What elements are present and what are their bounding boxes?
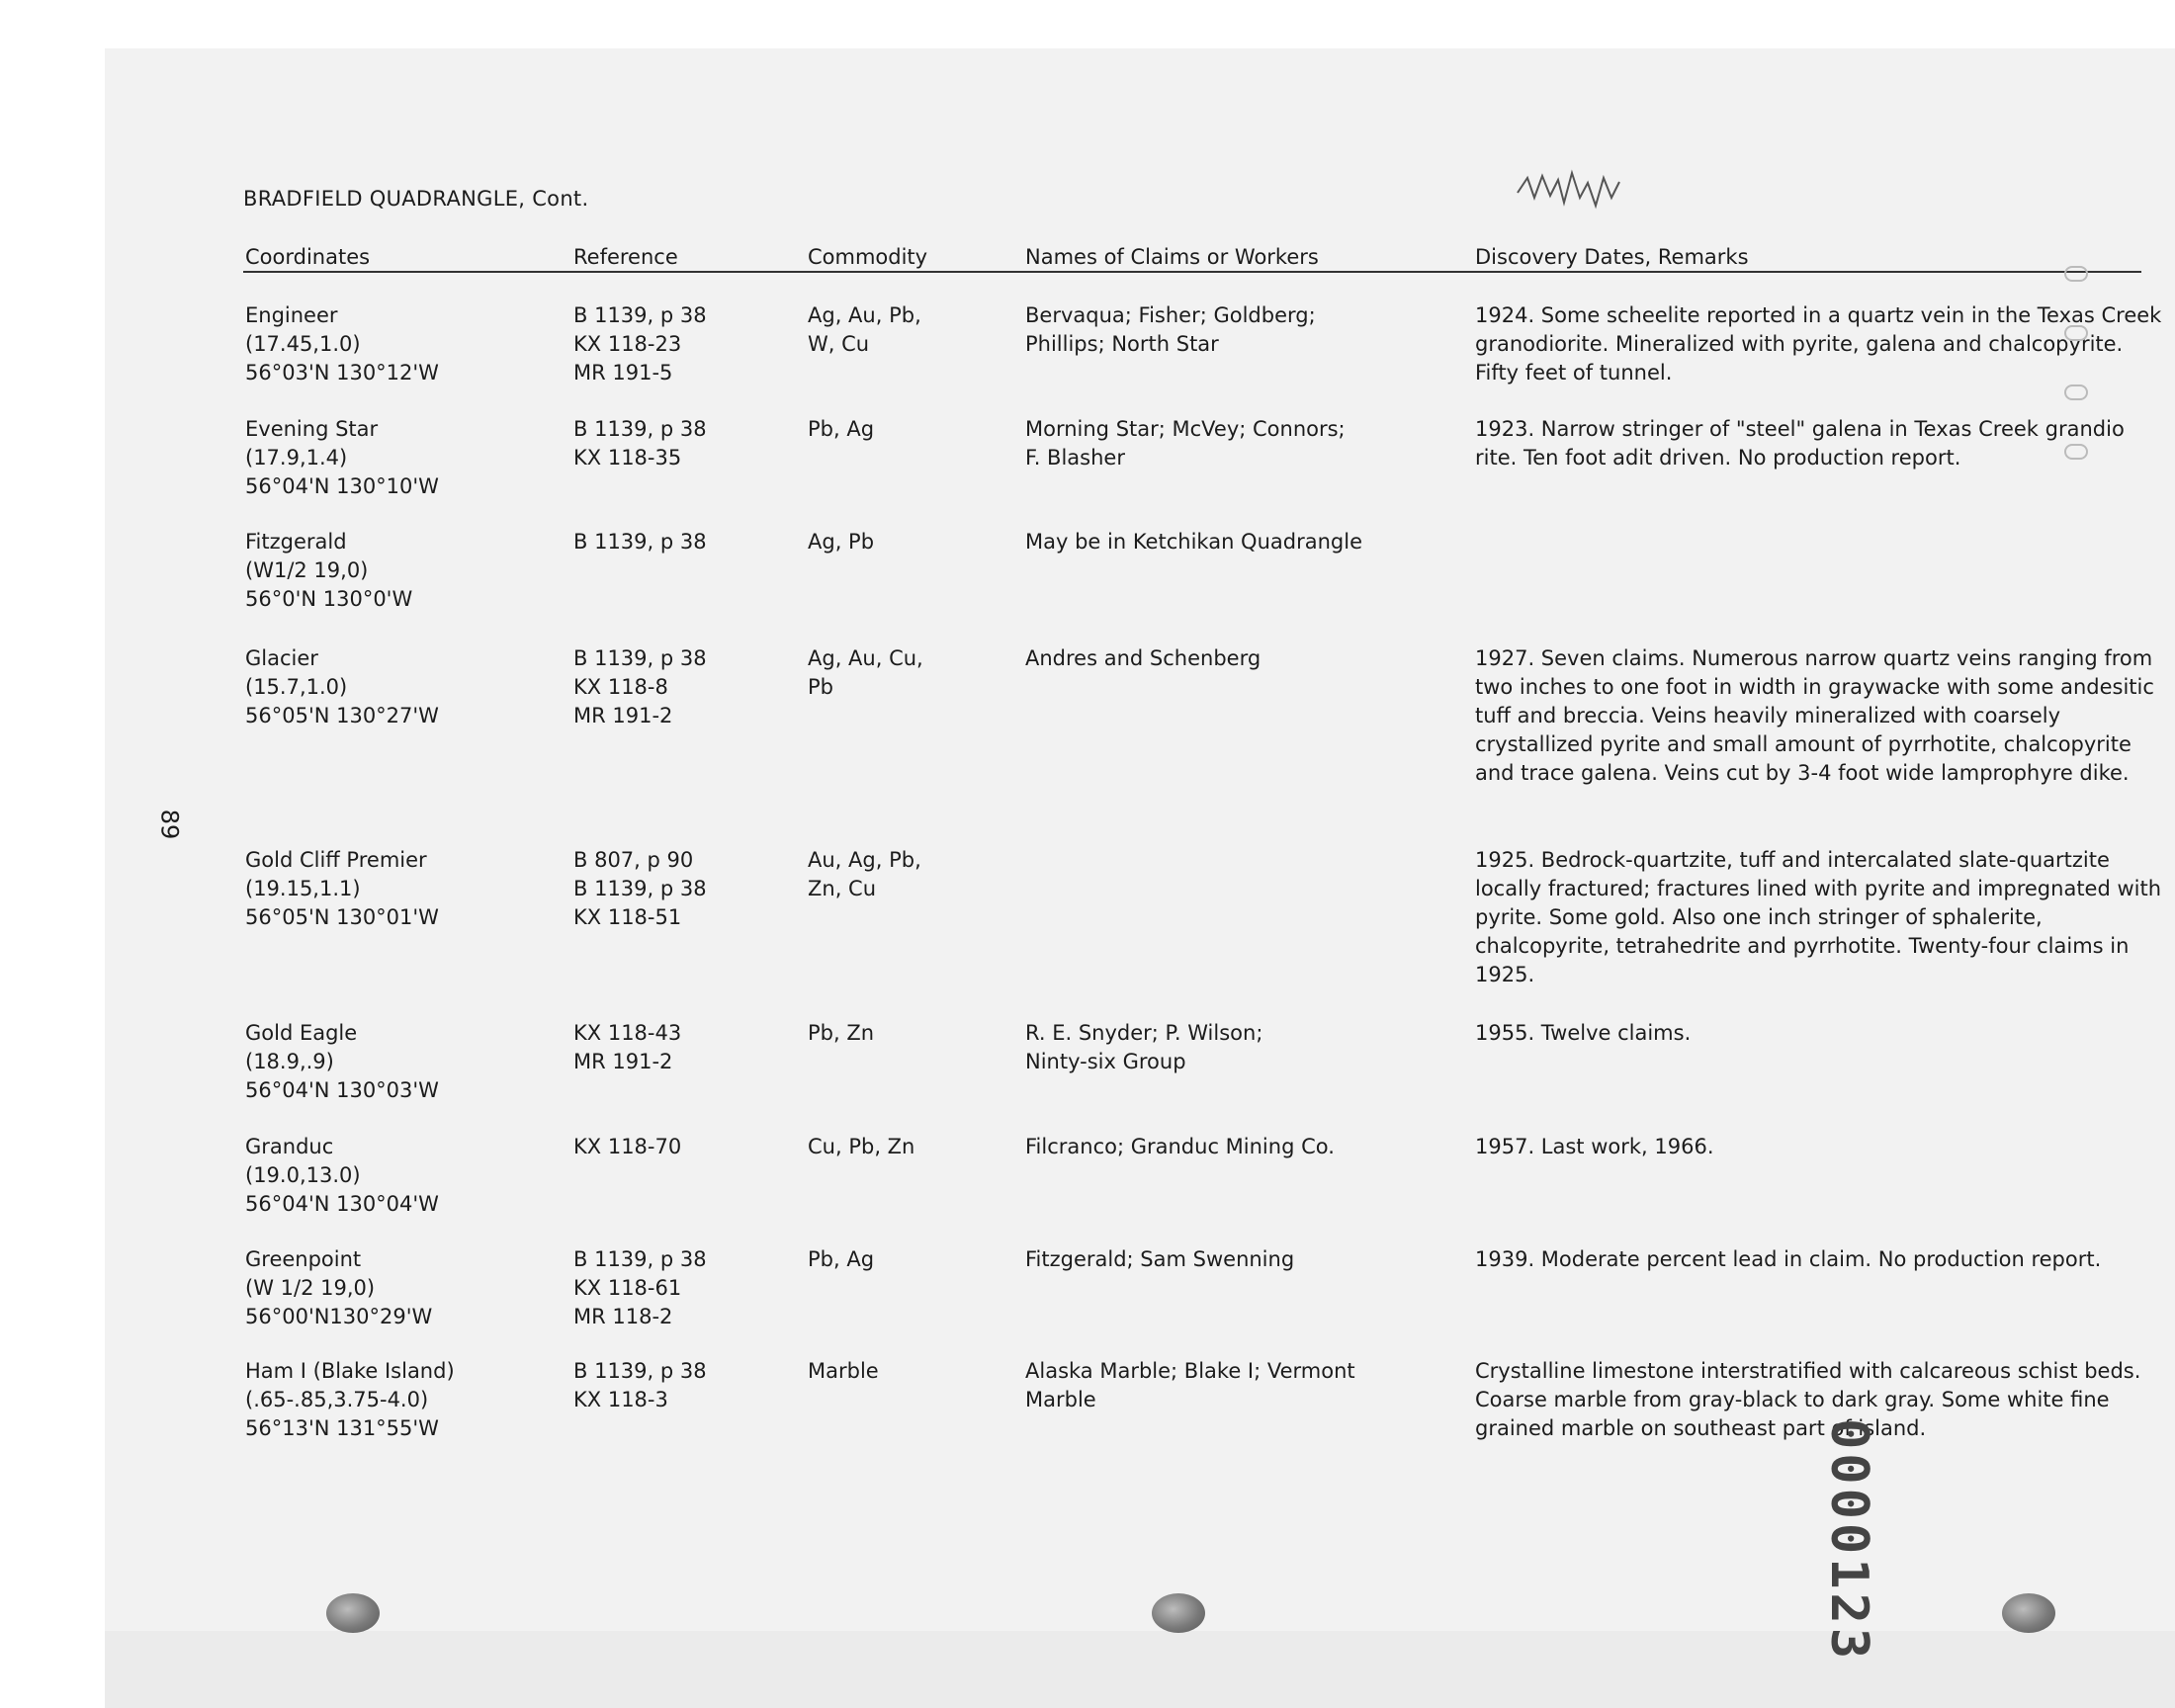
cell-reference: KX 118-70: [573, 1135, 682, 1158]
cell-reference: B 807, p 90 B 1139, p 38 KX 118-51: [573, 848, 707, 929]
page-number: 89: [155, 809, 184, 840]
cell-reference: B 1139, p 38: [573, 530, 707, 554]
cell-commodity: Pb, Ag: [808, 417, 875, 441]
cell-names: Fitzgerald; Sam Swenning: [1025, 1247, 1295, 1271]
cell-coordinates: Fitzgerald (W1/2 19,0) 56°0'N 130°0'W: [245, 530, 413, 611]
cell-remarks: 1923. Narrow stringer of "steel" galena in Texas Creek grandio rite. Ten foot adit driven. No production report.: [1475, 417, 2125, 470]
cell-reference: B 1139, p 38 KX 118-8 MR 191-2: [573, 646, 707, 727]
column-header-names: Names of Claims or Workers: [1025, 245, 1319, 269]
cell-coordinates: Gold Eagle (18.9,.9) 56°04'N 130°03'W: [245, 1021, 439, 1102]
cell-names: Alaska Marble; Blake I; Vermont Marble: [1025, 1359, 1355, 1411]
cell-names: Filcranco; Granduc Mining Co.: [1025, 1135, 1335, 1158]
cell-commodity: Ag, Pb: [808, 530, 875, 554]
archive-stamp: 0000123: [1819, 1418, 1878, 1664]
cell-coordinates: Granduc (19.0,13.0) 56°04'N 130°04'W: [245, 1135, 439, 1216]
cell-remarks: 1927. Seven claims. Numerous narrow quartz veins ranging from two inches to one foot in width in graywacke with some andesitic tuff and breccia. Veins heavily mineralized with coarsely crystallized pyrite and small amount of pyrrhotite, chalcopyrite and trace galena. Veins cut by 3-4 foot wide lamprophyre dike.: [1475, 646, 2154, 785]
cell-commodity: Ag, Au, Cu, Pb: [808, 646, 923, 699]
column-header-remarks: Discovery Dates, Remarks: [1475, 245, 1749, 269]
cell-coordinates: Engineer (17.45,1.0) 56°03'N 130°12'W: [245, 303, 439, 384]
cell-names: May be in Ketchikan Quadrangle: [1025, 530, 1362, 554]
cell-coordinates: Ham I (Blake Island) (.65-.85,3.75-4.0) 56°13'N 131°55'W: [245, 1359, 455, 1440]
cell-reference: B 1139, p 38 KX 118-35: [573, 417, 707, 470]
punch-hole-left: [326, 1593, 380, 1633]
cell-reference: B 1139, p 38 KX 118-23 MR 191-5: [573, 303, 707, 384]
cell-coordinates: Glacier (15.7,1.0) 56°05'N 130°27'W: [245, 646, 439, 727]
cell-remarks: 1925. Bedrock-quartzite, tuff and intercalated slate-quartzite locally fractured; fractures lined with pyrite and impregnated with pyrite. Some gold. Also one inch stringer of sphalerite, chalcopyrite, tetrahedrite and pyrrhotite. Twenty-four claims in 1925.: [1475, 848, 2162, 986]
column-header-reference: Reference: [573, 245, 678, 269]
cell-coordinates: Greenpoint (W 1/2 19,0) 56°00'N130°29'W: [245, 1247, 433, 1328]
punch-hole-right: [2002, 1593, 2055, 1633]
cell-commodity: Pb, Zn: [808, 1021, 875, 1045]
cell-names: Bervaqua; Fisher; Goldberg; Phillips; North Star: [1025, 303, 1316, 356]
punch-hole-center: [1152, 1593, 1205, 1633]
document-heading: BRADFIELD QUADRANGLE, Cont.: [243, 187, 589, 211]
column-header-coordinates: Coordinates: [245, 245, 371, 269]
cell-commodity: Ag, Au, Pb, W, Cu: [808, 303, 921, 356]
cell-remarks: 1957. Last work, 1966.: [1475, 1135, 1714, 1158]
cell-commodity: Cu, Pb, Zn: [808, 1135, 915, 1158]
cell-coordinates: Gold Cliff Premier (19.15,1.1) 56°05'N 130°01'W: [245, 848, 439, 929]
cell-names: Andres and Schenberg: [1025, 646, 1262, 670]
column-header-commodity: Commodity: [808, 245, 928, 269]
cell-remarks: 1939. Moderate percent lead in claim. No production report.: [1475, 1247, 2102, 1271]
edge-marks: [2061, 257, 2091, 474]
handwritten-initials: [1513, 168, 1631, 217]
cell-reference: B 1139, p 38 KX 118-3: [573, 1359, 707, 1411]
cell-commodity: Marble: [808, 1359, 879, 1383]
left-margin: [0, 0, 105, 1708]
cell-remarks: Crystalline limestone interstratified with calcareous schist beds. Coarse marble from gray-black to dark gray. Some white fine grained marble on southeast part of island.: [1475, 1359, 2141, 1440]
cell-remarks: 1955. Twelve claims.: [1475, 1021, 1692, 1045]
cell-remarks: 1924. Some scheelite reported in a quartz vein in the Texas Creek granodiorite. Mineralized with pyrite, galena and chalcopyrite. Fifty feet of tunnel.: [1475, 303, 2162, 384]
cell-commodity: Pb, Ag: [808, 1247, 875, 1271]
cell-commodity: Au, Ag, Pb, Zn, Cu: [808, 848, 921, 900]
cell-names: R. E. Snyder; P. Wilson; Ninty-six Group: [1025, 1021, 1263, 1073]
cell-reference: B 1139, p 38 KX 118-61 MR 118-2: [573, 1247, 707, 1328]
header-rule: [243, 271, 2141, 273]
cell-coordinates: Evening Star (17.9,1.4) 56°04'N 130°10'W: [245, 417, 439, 498]
cell-reference: KX 118-43 MR 191-2: [573, 1021, 682, 1073]
cell-names: Morning Star; McVey; Connors; F. Blasher: [1025, 417, 1346, 470]
